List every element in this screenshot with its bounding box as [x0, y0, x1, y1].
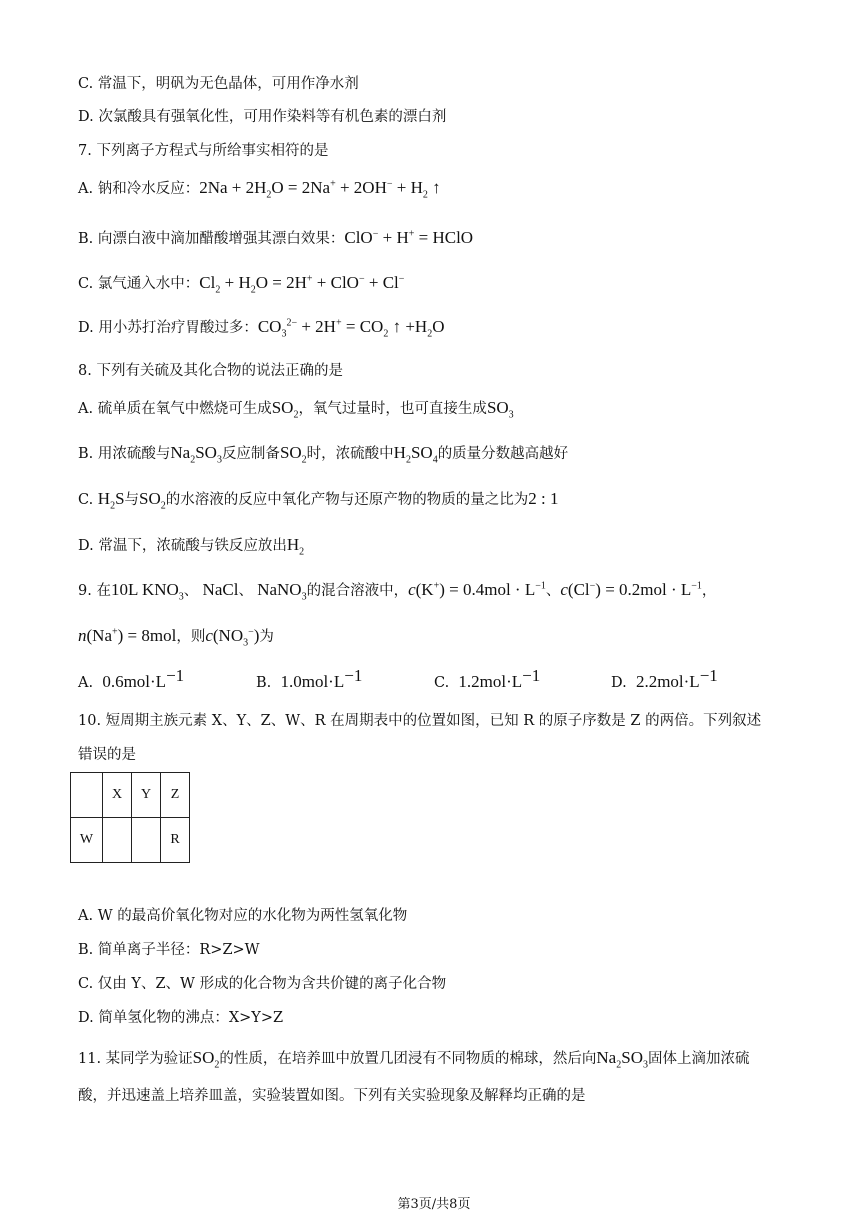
q9-stem-line-2: [78, 626, 274, 647]
table-cell: W: [71, 818, 103, 863]
q10-option-d: D. 简单氢化物的沸点：X>Y>Z: [78, 1010, 284, 1026]
q7-option-b-label: B. 向漂白液中滴加醋酸增强其漂白效果：: [78, 231, 345, 247]
q9-stem-text-2: 的混合溶液中，: [306, 583, 409, 599]
q9-conc-no3: $c(NO_3^-)$: [205, 626, 260, 649]
table-cell: [71, 773, 103, 818]
q9-option-d: D. $2.2mol\cdot L^{-1}$: [611, 666, 718, 691]
q10-option-a: A. W 的最高价氧化物对应的水化物为两性氢氧化物: [78, 908, 408, 924]
q8-option-a: [78, 398, 514, 419]
formula-so2: $SO_2$: [139, 489, 166, 512]
table-cell: X: [103, 773, 132, 818]
table-cell: Y: [132, 773, 161, 818]
q9-option-c: C. $1.2mol\cdot L^{-1}$: [434, 666, 541, 691]
q7-option-b-equation: ClO− + H+ = HClO: [344, 228, 474, 247]
q7-option-b: [78, 228, 473, 249]
q9-option-label: A.: [78, 675, 94, 691]
q9-option-label: D.: [611, 675, 627, 691]
q9-option-label: B.: [256, 675, 272, 691]
q7-option-c-equation: $Cl_2 + H_2O = 2H^+ + ClO^- + Cl^-$: [199, 273, 405, 296]
q9-separator: 、: [545, 583, 561, 599]
q7-option-d-label: D. 用小苏打治疗胃酸过多：: [78, 320, 258, 336]
q9-stem-text-1: 9. 在: [78, 583, 111, 599]
q8-option-b-text-2: 反应制备: [221, 446, 280, 462]
q10-stem-line-1: 10. 短周期主族元素 X、Y、Z、W、R 在周期表中的位置如图，已知 R 的原子序数是 Z 的两倍。下列叙述: [78, 713, 762, 729]
q8-option-d-text: D. 常温下，浓硫酸与铁反应放出: [78, 538, 287, 554]
q9-option-a: A. $0.6mol\cdot L^{-1}$: [78, 666, 185, 691]
q9-conc-k: $c(K^+) = 0.4mol \cdot L^{-1}$: [408, 580, 546, 599]
q8-option-c-text-3: 的水溶液的反应中氧化产物与还原产物的物质的量之比为: [165, 492, 529, 508]
formula-na2so3: $Na_2SO_3$: [170, 443, 222, 466]
q9-option-value: 0.6mol·L: [102, 672, 167, 691]
q9-option-value: 2.2mol·L: [635, 672, 700, 691]
formula-nano3: NaNO$_3$: [252, 580, 307, 603]
q9-option-value: 1.2mol·L: [458, 672, 523, 691]
q8-option-a-text-1: A. 硫单质在氧气中燃烧可生成: [78, 401, 272, 417]
q9-amount-na: n(Na+) = 8mol: [78, 626, 177, 645]
page-footer: 第3页/共8页: [397, 1197, 471, 1212]
q9-conc-cl: $c(Cl^-) = 0.2mol \cdot L^{-1}$: [560, 580, 702, 599]
q8-option-c-text-1: C.: [78, 492, 94, 508]
q7-option-a-label: A. 钠和冷水反应：: [78, 181, 200, 197]
formula-na2so3: $Na_2SO_3$: [596, 1048, 648, 1071]
q8-stem: 8. 下列有关硫及其化合物的说法正确的是: [78, 363, 343, 379]
q8-option-c: [78, 489, 559, 510]
q11-text-3: 固体上滴加浓硫: [647, 1051, 750, 1067]
q7-stem: 7. 下列离子方程式与所给事实相符的是: [78, 143, 329, 159]
q11-stem-line-2: 酸，并迅速盖上培养皿盖，实验装置如图。下列有关实验现象及解释均正确的是: [78, 1088, 586, 1104]
ratio: 2 : 1: [528, 489, 559, 508]
table-cell: Z: [161, 773, 190, 818]
q8-option-a-text-2: ，氧气过量时，也可直接生成: [298, 401, 487, 417]
q9-stem-line-1: 9. 在10L $KNO_3$、 NaCl、 NaNO$_3$的混合溶液中，$c(K^+) = 0.4mol \cdot L^{-1}$、$c(Cl^-) = 0.2mol \cdot L^{-1}$，: [78, 580, 717, 603]
q9-then: ，则: [176, 629, 206, 645]
table-cell: [103, 818, 132, 863]
q7-option-c: [78, 273, 404, 294]
q7-option-c-label: C. 氯气通入水中：: [78, 276, 200, 292]
q7-option-a-equation: $2Na + 2H_2O = 2Na^+ + 2OH^- + H_2$ ↑: [199, 178, 441, 201]
q8-option-b-text-4: 的质量分数越高越好: [437, 446, 569, 462]
q8-option-b: [78, 443, 568, 464]
q11-text-2: 的性质，在培养皿中放置几团浸有不同物质的棉球，然后向: [219, 1051, 597, 1067]
formula-so3: $SO_3$: [486, 398, 514, 421]
q11-stem-line-1: [78, 1048, 749, 1069]
table-cell: R: [161, 818, 190, 863]
formula-h2s: $H_2S$: [97, 489, 125, 512]
table-row: [71, 773, 190, 818]
q8-option-d: [78, 535, 304, 556]
q9-wei: 为: [259, 629, 274, 645]
q10-stem-line-2: 错误的是: [78, 747, 136, 763]
formula-so2: $SO_2$: [279, 443, 307, 466]
table-cell: [132, 818, 161, 863]
q6-option-c: C. 常温下，明矾为无色晶体，可用作净水剂: [78, 76, 359, 92]
q10-option-c: C. 仅由 Y、Z、W 形成的化合物为含共价键的离子化合物: [78, 976, 447, 992]
formula-h2so4: $H_2SO_4$: [393, 443, 438, 466]
formula-nacl: NaCl: [198, 580, 239, 599]
q8-option-b-text-3: 时，浓硫酸中: [306, 446, 394, 462]
q7-option-d: [78, 317, 444, 338]
periodic-position-table: [70, 772, 190, 863]
q9-option-value: 1.0mol·L: [280, 672, 345, 691]
q8-option-c-text-2: 与: [124, 492, 140, 508]
formula-h2: $H_2$: [286, 535, 305, 558]
formula-so2: $SO_2$: [271, 398, 299, 421]
formula-so2: $SO_2$: [192, 1048, 220, 1071]
q10-option-b: B. 简单离子半径：R>Z>W: [78, 942, 260, 958]
q9-option-label: C.: [434, 675, 450, 691]
q7-option-a: [78, 178, 441, 199]
table-row: [71, 818, 190, 863]
q9-separator: 、: [183, 583, 199, 599]
q8-option-b-text-1: B. 用浓硫酸与: [78, 446, 171, 462]
q9-separator: 、: [238, 583, 253, 599]
q9-volume-kno3: 10L $KNO_3$: [110, 580, 184, 603]
q6-option-d: D. 次氯酸具有强氧化性，可用作染料等有机色素的漂白剂: [78, 109, 447, 125]
q11-text-1: 11. 某同学为验证: [78, 1051, 193, 1067]
q7-option-d-equation: $CO_3^{2-} + 2H^+ = CO_2$ ↑ $+H_2O$: [257, 317, 445, 340]
q9-option-b: B. $1.0mol\cdot L^{-1}$: [256, 666, 363, 691]
